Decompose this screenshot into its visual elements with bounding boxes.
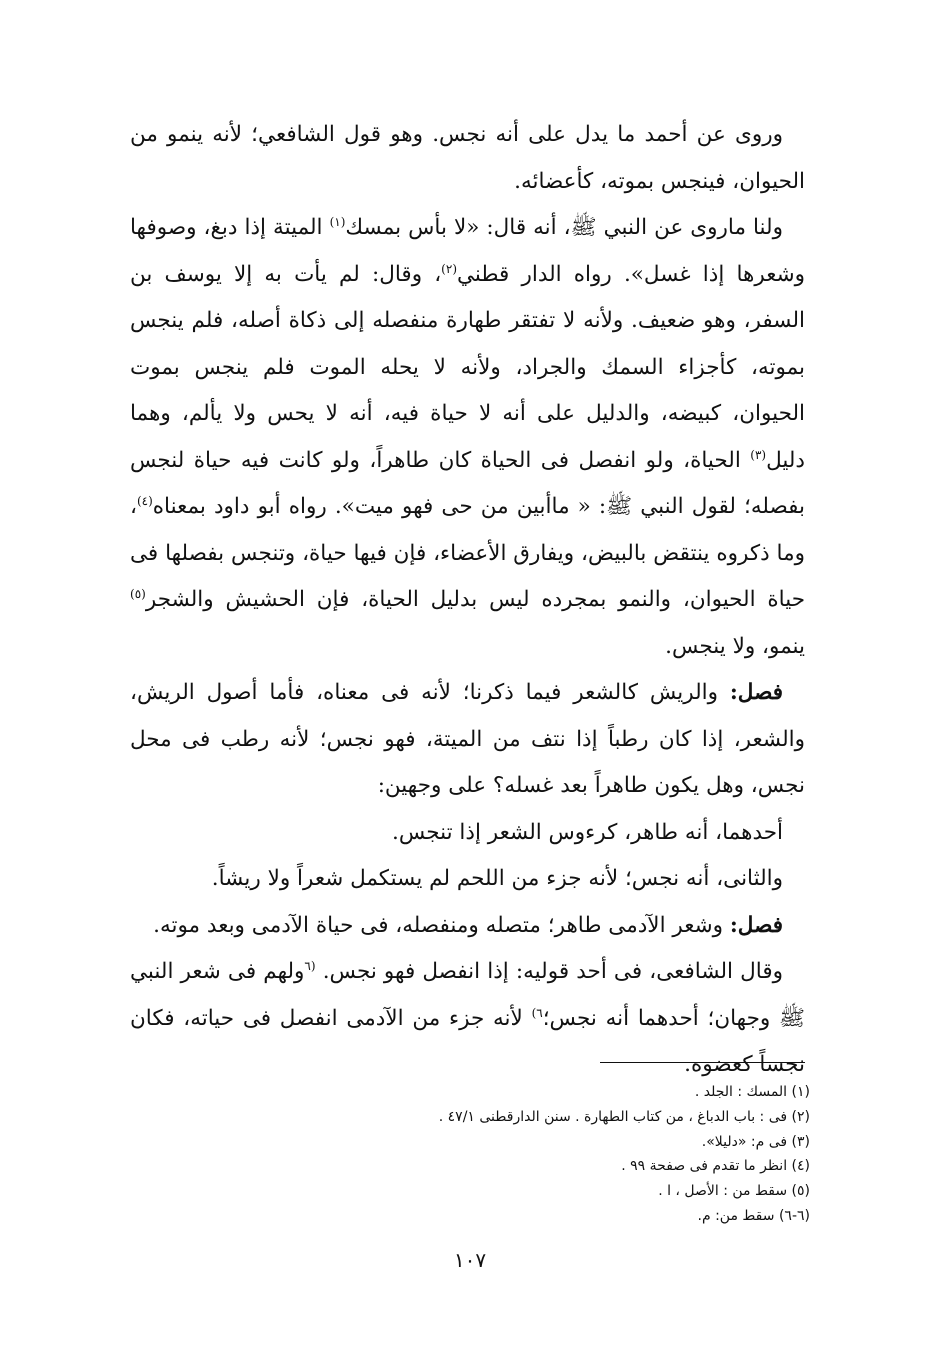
footnotes xyxy=(130,1080,810,1229)
footnote-marker: (٢) xyxy=(441,261,457,276)
text-run: لأنه جزء من الآدمى انفصل فى حياته، فكان نجساً كعضوه. xyxy=(130,1005,805,1077)
footnote: (٥) سقط من : الأصل ، ا . xyxy=(658,1183,810,1200)
paragraph xyxy=(130,670,805,810)
paragraph xyxy=(130,810,805,857)
paragraph xyxy=(130,856,805,903)
text-run: وروى عن أحمد ما يدل على أنه نجس. وهو قول الشافعي؛ لأنه ينمو من الحيوان، فينجس بموته، كأعضائه. xyxy=(130,122,805,194)
footnote-marker: ٦) xyxy=(531,1005,543,1020)
text-run: ينمو، ولا ينجس. xyxy=(665,633,805,659)
text-run: الحياة، ولو انفصل فى الحياة كان طاهراً، ولو كانت فيه حياة لنجس بفصله؛ لقول النبي ﷺ: « ماأبين من حى فهو ميت». رواه أبو داود بمعناه xyxy=(130,447,805,519)
text-run: ، وقال: لم يأت به إلا يوسف بن السفر، وهو ضعيف. ولأنه لا تفتقر طهارة منفصله إلى ذكاة أصله، فلم ينجس بموته، كأجزاء السمك والجراد، ولأنه لا يحله الموت فلم ينجس بموت الحيوان، كبيضه، والدليل على أنه لا حياة فيه، أنه لا يحس ولا يألم، وهما دليل xyxy=(130,261,805,473)
text-run: ولنا ماروى عن النبي ﷺ، أنه قال: «لا بأس بمسك xyxy=(345,215,783,240)
footnote: (٣) فى م: «دليلا». xyxy=(701,1133,810,1150)
footnote-separator xyxy=(600,1062,805,1063)
footnote: (٤) انظر ما تقدم فى صفحة ٩٩ . xyxy=(621,1158,810,1175)
text-run: والريش كالشعر فيما ذكرنا؛ لأنه فى معناه، فأما أصول الريش، والشعر، إذا كان رطباً إذا نتف من الميتة، فهو نجس؛ لأنه رطب فى محل نجس، وهل يكون طاهراً بعد غسله؟ على وجهين: xyxy=(130,680,805,798)
text-run: أحدهما، أنه طاهر، كرءوس الشعر إذا تنجس. xyxy=(392,819,783,845)
footnote-marker: (٦ xyxy=(304,958,316,973)
page-number: ١٠٧ xyxy=(453,1248,487,1272)
paragraph xyxy=(130,949,805,1089)
main-text xyxy=(130,112,805,1089)
footnote: (٦-٦) سقط من: م. xyxy=(697,1207,810,1224)
paragraph xyxy=(130,112,805,205)
text-run: الميتة إذا دبغ، وصوفها وشعرها إذا غسل». رواه الدار قطني xyxy=(130,215,805,287)
text-run: ، وما ذكروه ينتقض بالبيض، ويفارق الأعضاء، فإن فيها حياة، وتنجس بفصلها فى حياة الحيوان، والنمو بمجرده ليس بدليل الحياة، فإن الحشيش والشجر xyxy=(130,494,805,612)
footnote: (١) المسك : الجلد . xyxy=(694,1084,810,1100)
footnote-marker: (٤) xyxy=(136,493,153,508)
text-run: ولهم فى شعر النبي ﷺ وجهان؛ أحدهما أنه نجس؛ xyxy=(130,959,805,1031)
text-run: وشعر الآدمى طاهر؛ متصله ومنفصله، فى حياة الآدمى وبعد موته. xyxy=(153,912,730,938)
footnote-marker: (١) xyxy=(329,214,346,229)
footnote-marker: (٥) xyxy=(130,586,146,601)
footnote-marker: (٣) xyxy=(750,447,767,462)
paragraph xyxy=(130,903,805,950)
text-run: وقال الشافعى، فى أحد قوليه: إذا انفصل فهو نجس. xyxy=(315,959,783,984)
section-keyword: فصل: xyxy=(729,680,783,705)
paragraph xyxy=(130,205,805,670)
footnote: (٢) فى : باب الدباغ ، من كتاب الطهارة . سنن الدارقطنى ٤٧/١ . xyxy=(438,1108,810,1125)
section-keyword: فصل: xyxy=(729,912,783,938)
text-run: والثانى، أنه نجس؛ لأنه جزء من اللحم لم يستكمل شعراً ولا ريشاً. xyxy=(211,866,783,891)
